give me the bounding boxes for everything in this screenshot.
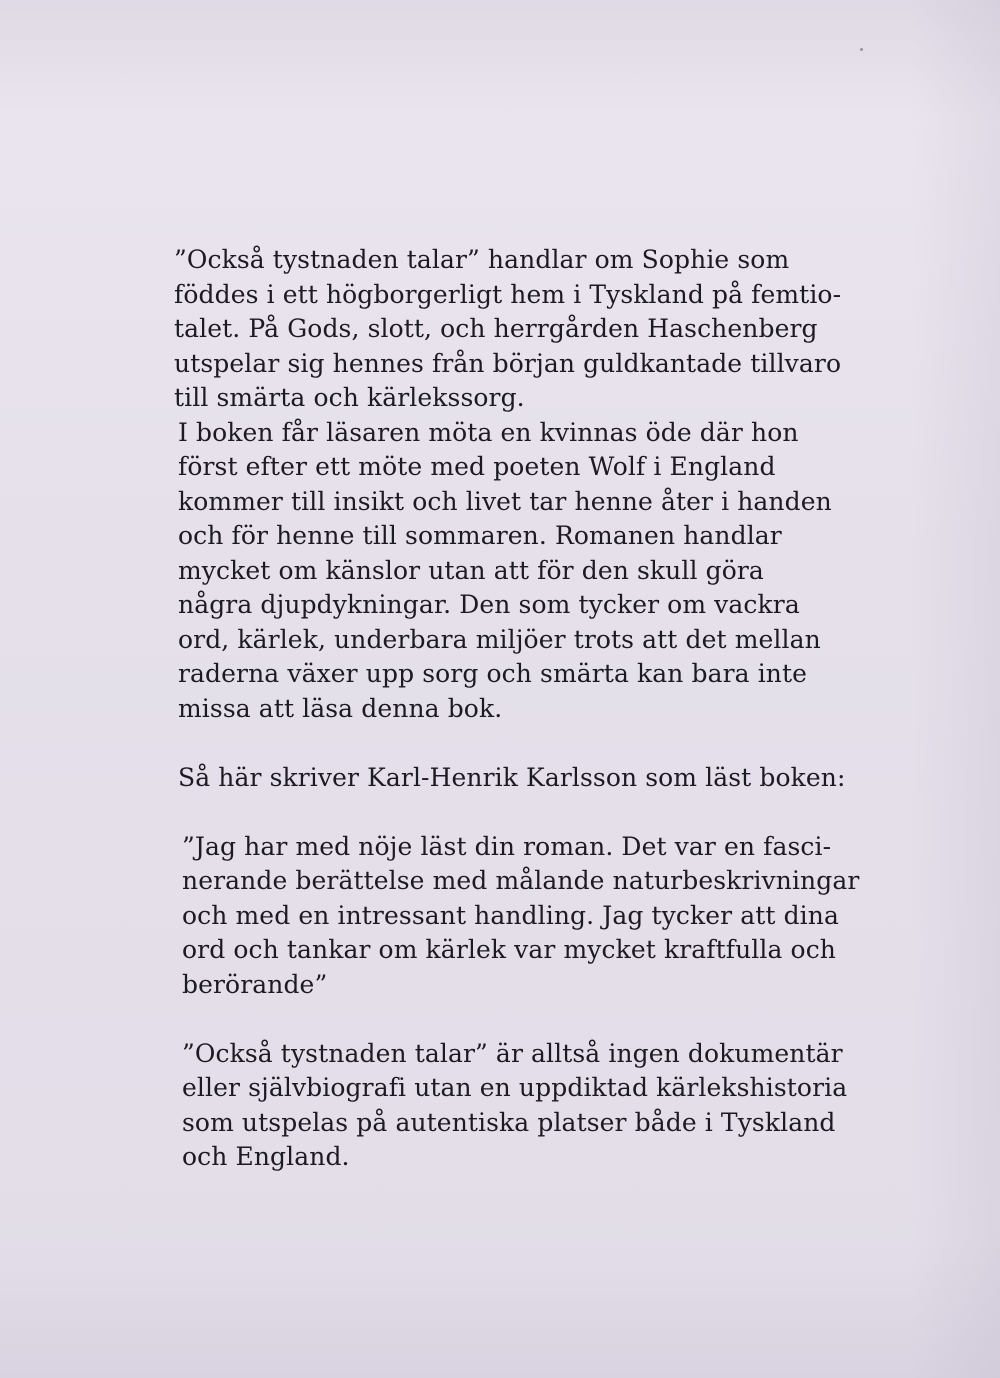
paragraph-conclusion bbox=[174, 1037, 864, 1175]
text-line: och med en intressant handling. Jag tycker att dina bbox=[182, 900, 839, 930]
text-line: ”Jag har med nöje läst din roman. Det var en fasci- bbox=[182, 831, 832, 861]
text-line: eller självbiografi utan en uppdiktad kärlekshistoria bbox=[182, 1073, 848, 1102]
paragraph-gap bbox=[174, 726, 864, 761]
text-line: först efter ett möte med poeten Wolf i England bbox=[178, 452, 776, 481]
paragraph-gap bbox=[174, 795, 864, 830]
text-line: föddes i ett högborgerligt hem i Tyskland på femtio- bbox=[174, 279, 842, 309]
text-line: Så här skriver Karl-Henrik Karlsson som läst boken: bbox=[178, 762, 846, 792]
page-shadow-top bbox=[0, 0, 1000, 120]
text-line: mycket om känslor utan att för den skull göra bbox=[178, 555, 764, 585]
text-line: utspelar sig hennes från början guldkantade tillvaro bbox=[174, 348, 842, 378]
text-line: kommer till insikt och livet tar henne åter i handen bbox=[178, 486, 832, 516]
paragraph-gap bbox=[174, 1002, 864, 1037]
text-line: missa att läsa denna bok. bbox=[178, 693, 503, 723]
paragraph-summary bbox=[174, 243, 864, 416]
text-line: nerande berättelse med målande naturbeskrivningar bbox=[182, 866, 860, 895]
text-line: ord, kärlek, underbara miljöer trots att det mellan bbox=[178, 624, 821, 654]
text-line: ord och tankar om kärlek var mycket kraftfulla och bbox=[182, 935, 836, 964]
text-line: och för henne till sommaren. Romanen handlar bbox=[178, 521, 782, 550]
text-line: till smärta och kärlekssorg. bbox=[174, 383, 525, 412]
text-line: berörande” bbox=[182, 969, 328, 999]
paragraph-plot bbox=[174, 416, 864, 727]
text-line: ”Också tystnaden talar” handlar om Sophie som bbox=[174, 245, 790, 274]
text-line: som utspelas på autentiska platser både i Tyskland bbox=[182, 1107, 836, 1137]
page-shadow-bottom bbox=[0, 1238, 1000, 1378]
page-shadow-right bbox=[910, 0, 1000, 1378]
paragraph-reviewer-intro bbox=[174, 761, 864, 796]
text-line: raderna växer upp sorg och smärta kan bara inte bbox=[178, 659, 808, 688]
paragraph-review-quote bbox=[174, 830, 864, 1003]
text-line: och England. bbox=[182, 1142, 350, 1171]
text-line: några djupdykningar. Den som tycker om vackra bbox=[178, 590, 800, 619]
text-line: talet. På Gods, slott, och herrgården Haschenberg bbox=[174, 314, 818, 343]
text-line: ”Också tystnaden talar” är alltså ingen dokumentär bbox=[182, 1038, 843, 1068]
paper-speck bbox=[860, 48, 863, 51]
book-description bbox=[174, 243, 864, 1175]
text-line: I boken får läsaren möta en kvinnas öde där hon bbox=[178, 417, 799, 447]
